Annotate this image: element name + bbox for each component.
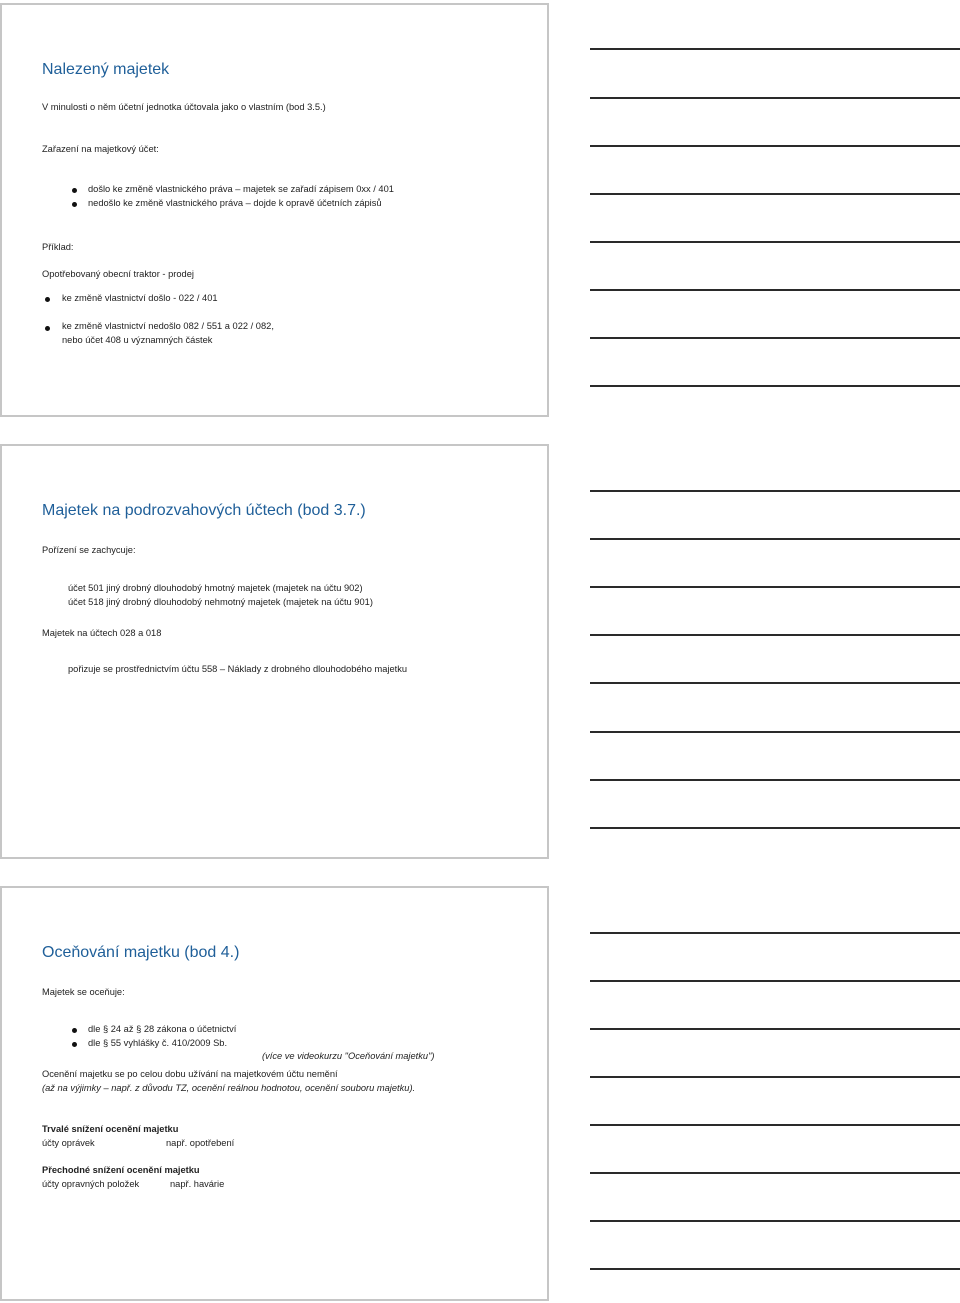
bullet-icon — [72, 188, 77, 193]
vyjimky-text: (až na výjimky – např. z důvodu TZ, ocenění reálnou hodnotou, ocenění souboru majetku). — [42, 1083, 416, 1093]
nemeni-text: Ocenění majetku se po celou dobu užívání na majetkovém účtu nemění — [42, 1069, 338, 1079]
ucet518-text: účet 518 jiný drobný dlouhodobý nehmotný majetek (majetek na účtu 901) — [68, 597, 373, 607]
bullet-icon — [72, 1028, 77, 1033]
note-line — [590, 193, 960, 195]
bullet-text-1: došlo ke změně vlastnického práva – majetek se zařadí zápisem 0xx / 401 — [88, 184, 394, 194]
bullet-text-2: nedošlo ke změně vlastnického práva – dojde k opravě účetních zápisů — [88, 198, 382, 208]
note-line — [590, 289, 960, 291]
note-line — [590, 385, 960, 387]
note-line — [590, 634, 960, 636]
note-line — [590, 980, 960, 982]
bullet-text-4b: nebo účet 408 u významných částek — [62, 335, 213, 345]
note-line — [590, 490, 960, 492]
note-line — [590, 1220, 960, 1222]
ucty-opravnych: účty opravných položek — [42, 1179, 140, 1189]
traktor-text: Opotřebovaný obecní traktor - prodej — [42, 269, 194, 279]
note-line — [590, 241, 960, 243]
slide-2 — [0, 444, 549, 859]
priklad-text: Příklad: — [42, 242, 74, 252]
slide-3 — [0, 886, 549, 1301]
porizuje-text: pořizuje se prostřednictvím účtu 558 – Náklady z drobného dlouhodobého majetku — [68, 664, 408, 674]
slide-title: Majetek na podrozvahových účtech (bod 3.7.) — [42, 502, 366, 519]
note-line — [590, 731, 960, 733]
slide-title: Oceňování majetku (bod 4.) — [42, 944, 240, 961]
majetek028-text: Majetek na účtech 028 a 018 — [42, 628, 162, 638]
ocenuje-text: Majetek se oceňuje: — [42, 987, 125, 997]
slide-1 — [0, 3, 549, 417]
ucet501-text: účet 501 jiný drobný dlouhodobý hmotný majetek (majetek na účtu 902) — [68, 583, 363, 593]
bullet-text-1: dle § 24 až § 28 zákona o účetnictví — [88, 1024, 237, 1034]
note-line — [590, 1268, 960, 1270]
ucty-opravek: účty oprávek — [42, 1138, 95, 1148]
prechodne-heading: Přechodné snížení ocenění majetku — [42, 1165, 200, 1175]
video-note: (více ve videokurzu "Oceňování majetku") — [262, 1051, 435, 1061]
bullet-text-4a: ke změně vlastnictví nedošlo 082 / 551 a 022 / 082, — [62, 321, 274, 331]
bullet-text-3: ke změně vlastnictví došlo - 022 / 401 — [62, 293, 218, 303]
bullet-icon — [45, 297, 50, 302]
bullet-icon — [45, 326, 50, 331]
note-line — [590, 1028, 960, 1030]
trvale-heading: Trvalé snížení ocenění majetku — [42, 1124, 179, 1134]
note-line — [590, 586, 960, 588]
intro-text: V minulosti o něm účetní jednotka účtovala jako o vlastním (bod 3.5.) — [42, 102, 326, 112]
porizeni-text: Pořízení se zachycuje: — [42, 545, 136, 555]
note-line — [590, 779, 960, 781]
zarazeni-text: Zařazení na majetkový účet: — [42, 144, 159, 154]
napr-havarie: např. havárie — [170, 1179, 225, 1189]
note-line — [590, 48, 960, 50]
note-line — [590, 538, 960, 540]
note-line — [590, 145, 960, 147]
note-line — [590, 1076, 960, 1078]
note-line — [590, 932, 960, 934]
bullet-icon — [72, 1042, 77, 1047]
note-line — [590, 827, 960, 829]
note-line — [590, 337, 960, 339]
napr-opotrebeni: např. opotřebení — [166, 1138, 235, 1148]
note-line — [590, 1124, 960, 1126]
bullet-text-2: dle § 55 vyhlášky č. 410/2009 Sb. — [88, 1038, 228, 1048]
note-line — [590, 682, 960, 684]
note-line — [590, 1172, 960, 1174]
slide-title: Nalezený majetek — [42, 61, 170, 78]
bullet-icon — [72, 202, 77, 207]
note-line — [590, 97, 960, 99]
